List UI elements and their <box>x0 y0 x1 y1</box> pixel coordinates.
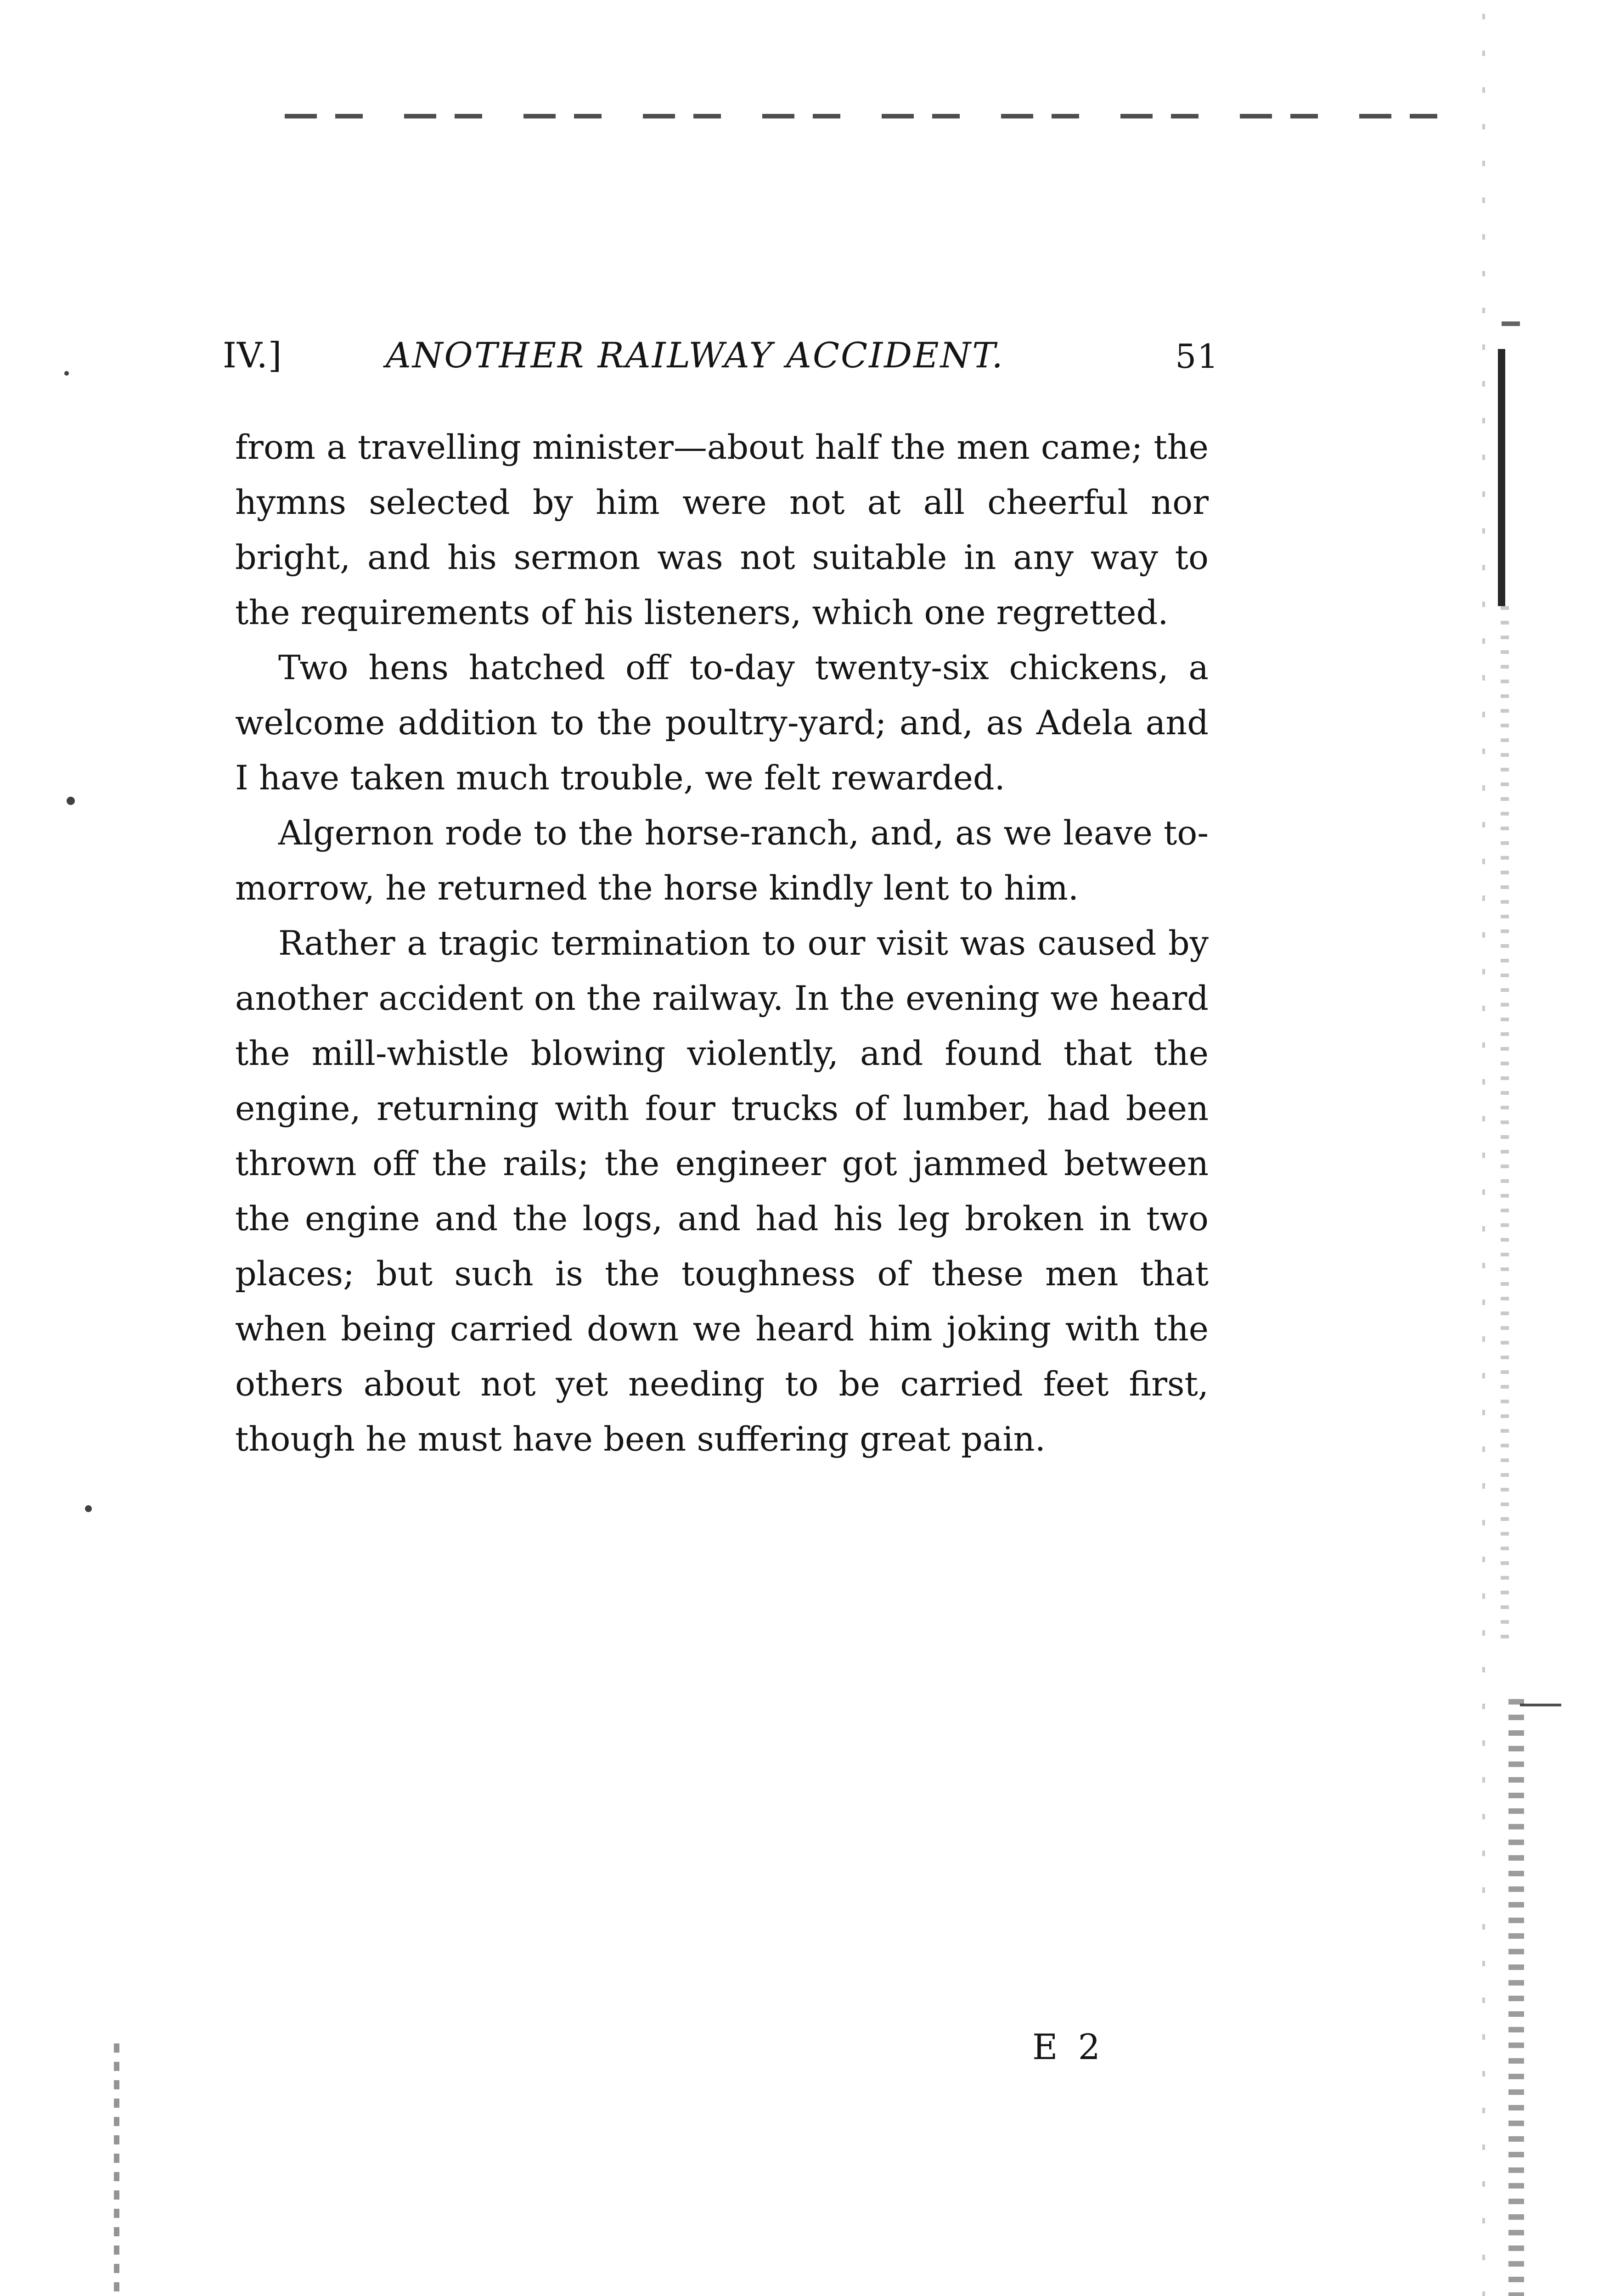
chapter-marker: IV.] <box>223 335 282 376</box>
paragraph-chickens: Two hens hatched off to-day twenty-six chickens, a welcome addition to the poultry-yard; and, as Adela and I have taken much trouble, we felt rewarded. <box>235 648 1209 798</box>
right-page-edge <box>1482 14 1485 2296</box>
page-number: 51 <box>1175 337 1219 376</box>
signature-mark: E 2 <box>1032 2026 1105 2067</box>
top-scan-rule <box>285 114 1479 118</box>
page-body <box>235 420 1209 1467</box>
left-scan-dust <box>114 2043 119 2296</box>
right-scan-dust <box>1501 606 1509 1639</box>
page-header <box>223 327 1219 382</box>
paragraph-railway-accident: Rather a tragic termination to our visit was caused by another accident on the railway. In the evening we heard the mill-whistle blowing violently, and found that the engine, returning with four trucks of lumber, had been thrown off the rails; the engineer got jammed between the engine and the logs, and had his leg broken in two places; but such is the toughness of these men that when being carried down we heard him joking with the others about not yet needing to be carried feet first, though he must have been suffering great pain. <box>235 924 1209 1459</box>
right-edge-mark <box>1520 1704 1561 1706</box>
scan-speck <box>67 797 75 805</box>
binding-shadow <box>1498 349 1505 606</box>
scan-speck <box>64 371 69 376</box>
scan-speck <box>85 1505 92 1512</box>
binding-mark <box>1502 321 1520 326</box>
running-head: ANOTHER RAILWAY ACCIDENT. <box>386 335 1004 376</box>
paragraph-continuation: from a travelling minister—about half the men came; the hymns selected by him were not at all cheerful nor bright, and his sermon was not suitable in any way to the requirements of his listeners, which one regretted. <box>235 428 1209 632</box>
paragraph-horse-ranch: Algernon rode to the horse-ranch, and, as we leave to-morrow, he returned the horse kindly lent to him. <box>235 814 1209 908</box>
lower-right-scan-dust <box>1508 1699 1524 2296</box>
